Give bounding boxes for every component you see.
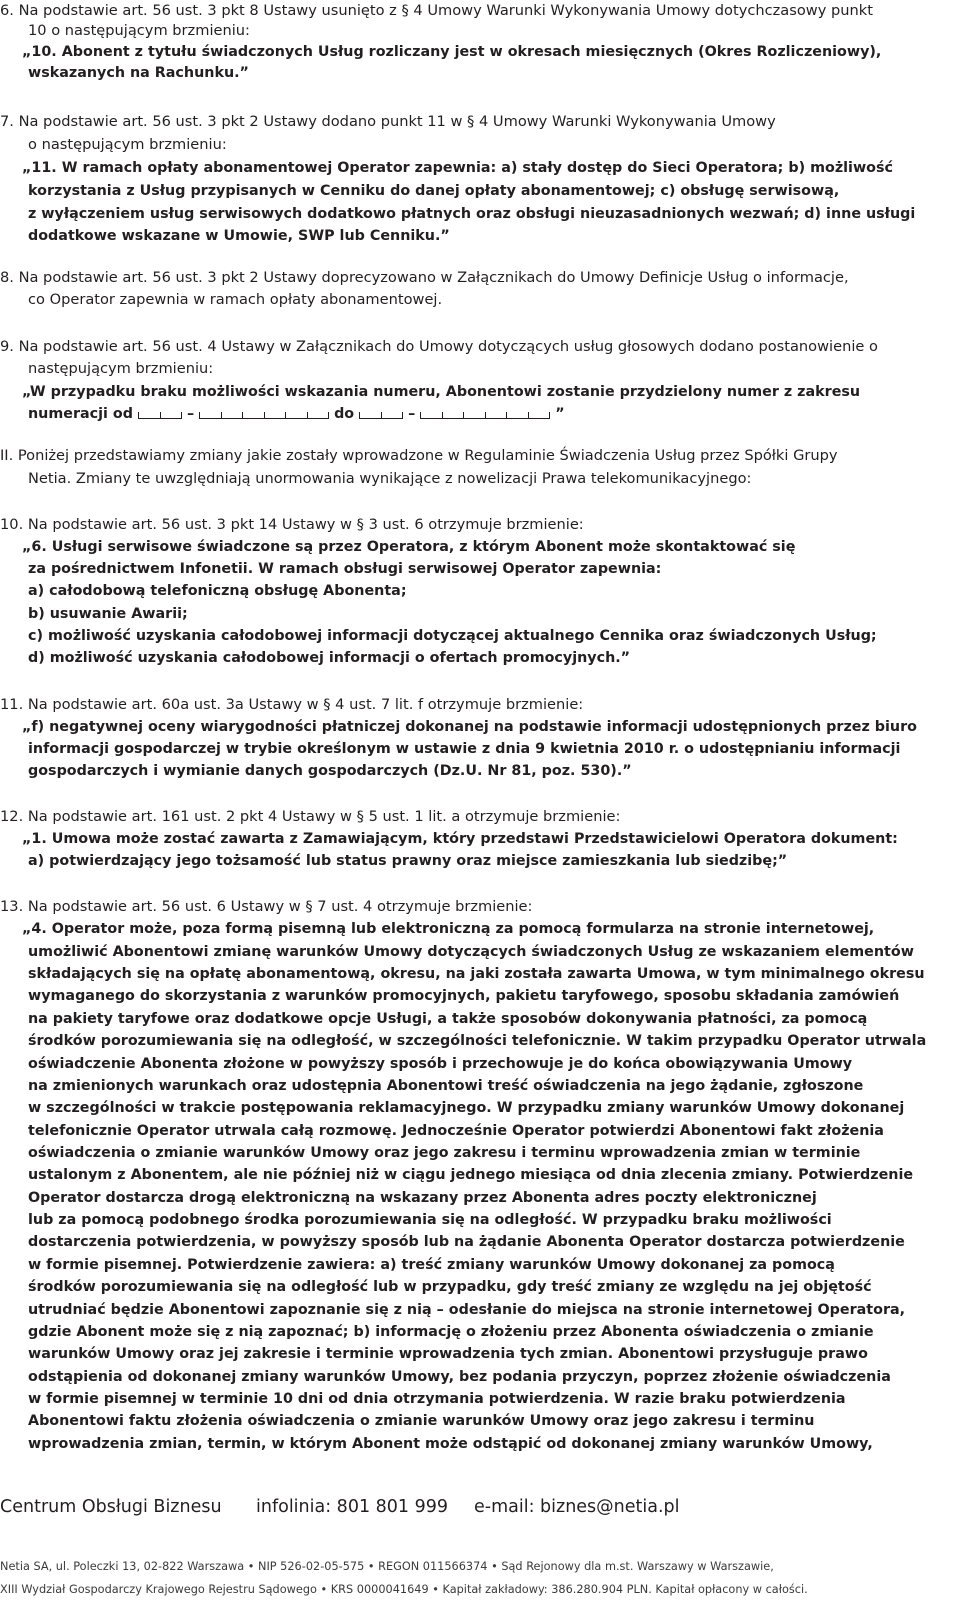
paragraph-6-quote: wskazanych na Rachunku.”: [28, 65, 249, 81]
paragraph-6-line: 10 o następującym brzmieniu:: [28, 22, 250, 39]
footer-email: e-mail: biznes@netia.pl: [474, 1497, 680, 1517]
range-dash: –: [408, 406, 416, 422]
paragraph-13-quote: lub za pomocą podobnego środka porozumiewania się na odległość. W przypadku braku możliwości: [28, 1212, 832, 1228]
section-ii-line: Netia. Zmiany te uwzględniają unormowania wynikające z nowelizacji Prawa telekomunikacyjnego:: [28, 470, 752, 487]
numeracja-from-label: numeracji od: [28, 406, 133, 422]
range-dash: –: [186, 406, 195, 422]
paragraph-10-quote: d) możliwość uzyskania całodobowej informacji o ofertach promocyjnych.”: [28, 650, 631, 666]
paragraph-7-quote: „11. W ramach opłaty abonamentowej Operator zapewnia: a) stały dostęp do Sieci Operatora; b) możliwość: [22, 160, 893, 176]
paragraph-13-quote: oświadczenie Abonenta złożone w powyższy sposób i przechowuje je do końca obowiązywania Umowy: [28, 1056, 853, 1072]
closing-quote: ”: [555, 406, 565, 422]
paragraph-11-quote: informacji gospodarczej w trybie określonym w ustawie z dnia 9 kwietnia 2010 r. o udostępnianiu informacji: [28, 741, 901, 757]
paragraph-10-line: 10. Na podstawie art. 56 ust. 3 pkt 14 Ustawy w § 3 ust. 6 otrzymuje brzmienie:: [0, 516, 584, 533]
paragraph-13-quote: środków porozumiewania się na odległość, w szczególności telefonicznie. W takim przypadku Operator utrwala: [28, 1033, 927, 1049]
footer-legal-line: XIII Wydział Gospodarczy Krajowego Rejestru Sądowego • KRS 0000041649 • Kapitał zakładowy: 386.280.904 PLN. Kapitał opłacony w całości.: [0, 1583, 808, 1596]
numeracja-range-line: [28, 404, 565, 424]
paragraph-6-line: 6. Na podstawie art. 56 ust. 3 pkt 8 Ustawy usunięto z § 4 Umowy Warunki Wykonywania Umowy dotychczasowy punkt: [0, 2, 873, 19]
paragraph-13-quote: dostarczenia potwierdzenia, w powyższy sposób lub na żądanie Abonenta Operator dostarcza potwierdzenie: [28, 1234, 905, 1250]
paragraph-13-quote: wprowadzenia zmian, termin, w którym Abonent może odstąpić od dokonanej zmiany warunków Umowy,: [28, 1436, 873, 1452]
paragraph-6-quote: „10. Abonent z tytułu świadczonych Usług rozliczany jest w okresach miesięcznych (Okres Rozliczeniowy),: [22, 44, 882, 60]
footer-hotline: infolinia: 801 801 999: [256, 1497, 449, 1517]
footer-legal-line: Netia SA, ul. Poleczki 13, 02-822 Warszawa • NIP 526-02-05-575 • REGON 011566374 • Sąd Rejonowy dla m.st. Warszawy w Warszawie,: [0, 1560, 774, 1573]
number-prefix-boxes: [138, 406, 182, 419]
number-prefix-boxes: [359, 406, 403, 419]
paragraph-9-quote: „W przypadku braku możliwości wskazania numeru, Abonentowi zostanie przydzielony numer z zakresu: [22, 384, 861, 400]
paragraph-13-quote: środków porozumiewania się na odległość lub w przypadku, gdy treść zmiany ze względu na jej objętość: [28, 1279, 872, 1295]
paragraph-13-quote: gdzie Abonent może się z nią zapoznać; b) informację o złożeniu przez Abonenta oświadczenia o zmianie: [28, 1324, 874, 1340]
paragraph-7-line: o następującym brzmieniu:: [28, 136, 227, 153]
paragraph-10-quote: b) usuwanie Awarii;: [28, 606, 188, 622]
paragraph-13-quote: na zmienionych warunkach oraz udostępnia Abonentowi treść oświadczenia na jego żądanie, zgłoszone: [28, 1078, 864, 1094]
paragraph-10-quote: a) całodobową telefoniczną obsługę Abonenta;: [28, 583, 407, 599]
paragraph-13-quote: Operator dostarcza drogą elektroniczną na wskazany przez Abonenta adres poczty elektronicznej: [28, 1190, 817, 1206]
paragraph-13-quote: utrudniać będzie Abonentowi zapoznanie się z nią – odesłanie do miejsca na stronie internetowej Operatora,: [28, 1302, 906, 1318]
paragraph-13-quote: wymaganego do skorzystania z warunków promocyjnych, pakietu taryfowego, sposobu składania zamówień: [28, 988, 900, 1004]
paragraph-13-quote: na pakiety taryfowe oraz dodatkowe opcje Usługi, a także sposobów dokonywania płatności, za pomocą: [28, 1011, 868, 1027]
paragraph-8-line: 8. Na podstawie art. 56 ust. 3 pkt 2 Ustawy doprecyzowano w Załącznikach do Umowy Definicje Usług o informacje,: [0, 269, 849, 286]
paragraph-11-line: 11. Na podstawie art. 60a ust. 3a Ustawy w § 4 ust. 7 lit. f otrzymuje brzmienie:: [0, 696, 584, 713]
paragraph-12-line: 12. Na podstawie art. 161 ust. 2 pkt 4 Ustawy w § 5 ust. 1 lit. a otrzymuje brzmienie:: [0, 808, 621, 825]
paragraph-7-quote: korzystania z Usług przypisanych w Cenniku do danej opłaty abonamentowej; c) obsługę serwisową,: [28, 183, 840, 199]
number-to-boxes: [420, 406, 550, 419]
paragraph-13-quote: oświadczenia o zmianie warunków Umowy oraz jego zakresu i terminu wprowadzenia zmian w terminie: [28, 1145, 861, 1161]
paragraph-12-quote: a) potwierdzający jego tożsamość lub status prawny oraz miejsce zamieszkania lub siedzibę;”: [28, 853, 788, 869]
number-from-boxes: [199, 406, 329, 419]
paragraph-11-quote: gospodarczych i wymianie danych gospodarczych (Dz.U. Nr 81, poz. 530).”: [28, 763, 632, 779]
paragraph-13-quote: składających się na opłatę abonamentową, okresu, na jaki została zawarta Umowa, w tym minimalnego okresu: [28, 966, 925, 982]
paragraph-13-quote: odstąpienia od dokonanej zmiany warunków Umowy, bez podania przyczyn, poprzez złożenie oświadczenia: [28, 1369, 891, 1385]
paragraph-8-line: co Operator zapewnia w ramach opłaty abonamentowej.: [28, 291, 443, 308]
paragraph-12-quote: „1. Umowa może zostać zawarta z Zamawiającym, który przedstawi Przedstawicielowi Operatora dokument:: [22, 831, 898, 847]
paragraph-13-quote: telefonicznie Operator utrwala całą rozmowę. Jednocześnie Operator potwierdzi Abonentowi fakt złożenia: [28, 1123, 884, 1139]
paragraph-13-quote: w formie pisemnej. Potwierdzenie zawiera: a) treść zmiany warunków Umowy dokonanej za pomocą: [28, 1257, 835, 1273]
paragraph-13-quote: umożliwić Abonentowi zmianę warunków Umowy dotyczących świadczonych Usług ze wskazaniem elementów: [28, 944, 914, 960]
paragraph-9-line: następującym brzmieniu:: [28, 360, 214, 377]
paragraph-7-line: 7. Na podstawie art. 56 ust. 3 pkt 2 Ustawy dodano punkt 11 w § 4 Umowy Warunki Wykonywania Umowy: [0, 113, 776, 130]
numeracja-to-label: do: [334, 406, 355, 422]
paragraph-9-line: 9. Na podstawie art. 56 ust. 4 Ustawy w Załącznikach do Umowy dotyczących usług głosowych dodano postanowienie o: [0, 338, 878, 355]
paragraph-13-quote: w szczególności w trakcie postępowania reklamacyjnego. W przypadku zmiany warunków Umowy dokonanej: [28, 1100, 905, 1116]
paragraph-10-quote: c) możliwość uzyskania całodobowej informacji dotyczącej aktualnego Cennika oraz świadczonych Usług;: [28, 628, 877, 644]
paragraph-7-quote: z wyłączeniem usług serwisowych dodatkowo płatnych oraz obsługi nieuzasadnionych wezwań; d) inne usługi: [28, 206, 916, 222]
footer-center-name: Centrum Obsługi Biznesu: [0, 1497, 222, 1517]
paragraph-7-quote: dodatkowe wskazane w Umowie, SWP lub Cenniku.”: [28, 228, 450, 244]
paragraph-10-quote: „6. Usługi serwisowe świadczone są przez Operatora, z którym Abonent może skontaktować się: [22, 539, 796, 555]
footer-contact: [0, 1497, 680, 1517]
section-ii-line: II. Poniżej przedstawiamy zmiany jakie zostały wprowadzone w Regulaminie Świadczenia Usług przez Spółki Grupy: [0, 447, 838, 464]
paragraph-13-quote: warunków Umowy oraz jej zakresie i terminie wprowadzenia tych zmian. Abonentowi przysługuje prawo: [28, 1346, 868, 1362]
paragraph-10-quote: za pośrednictwem Infonetii. W ramach obsługi serwisowej Operator zapewnia:: [28, 561, 662, 577]
paragraph-13-quote: w formie pisemnej w terminie 10 dni od dnia otrzymania potwierdzenia. W razie braku potwierdzenia: [28, 1391, 846, 1407]
paragraph-13-quote: Abonentowi faktu złożenia oświadczenia o zmianie warunków Umowy oraz jego zakresu i terminu: [28, 1413, 815, 1429]
paragraph-11-quote: „f) negatywnej oceny wiarygodności płatniczej dokonanej na podstawie informacji udostępnionych przez biuro: [22, 719, 917, 735]
paragraph-13-quote: „4. Operator może, poza formą pisemną lub elektroniczną za pomocą formularza na stronie internetowej,: [22, 921, 875, 937]
paragraph-13-line: 13. Na podstawie art. 56 ust. 6 Ustawy w § 7 ust. 4 otrzymuje brzmienie:: [0, 898, 533, 915]
paragraph-13-quote: ustalonym z Abonentem, ale nie później niż w ciągu jednego miesiąca od dnia zlecenia zmiany. Potwierdzenie: [28, 1167, 914, 1183]
